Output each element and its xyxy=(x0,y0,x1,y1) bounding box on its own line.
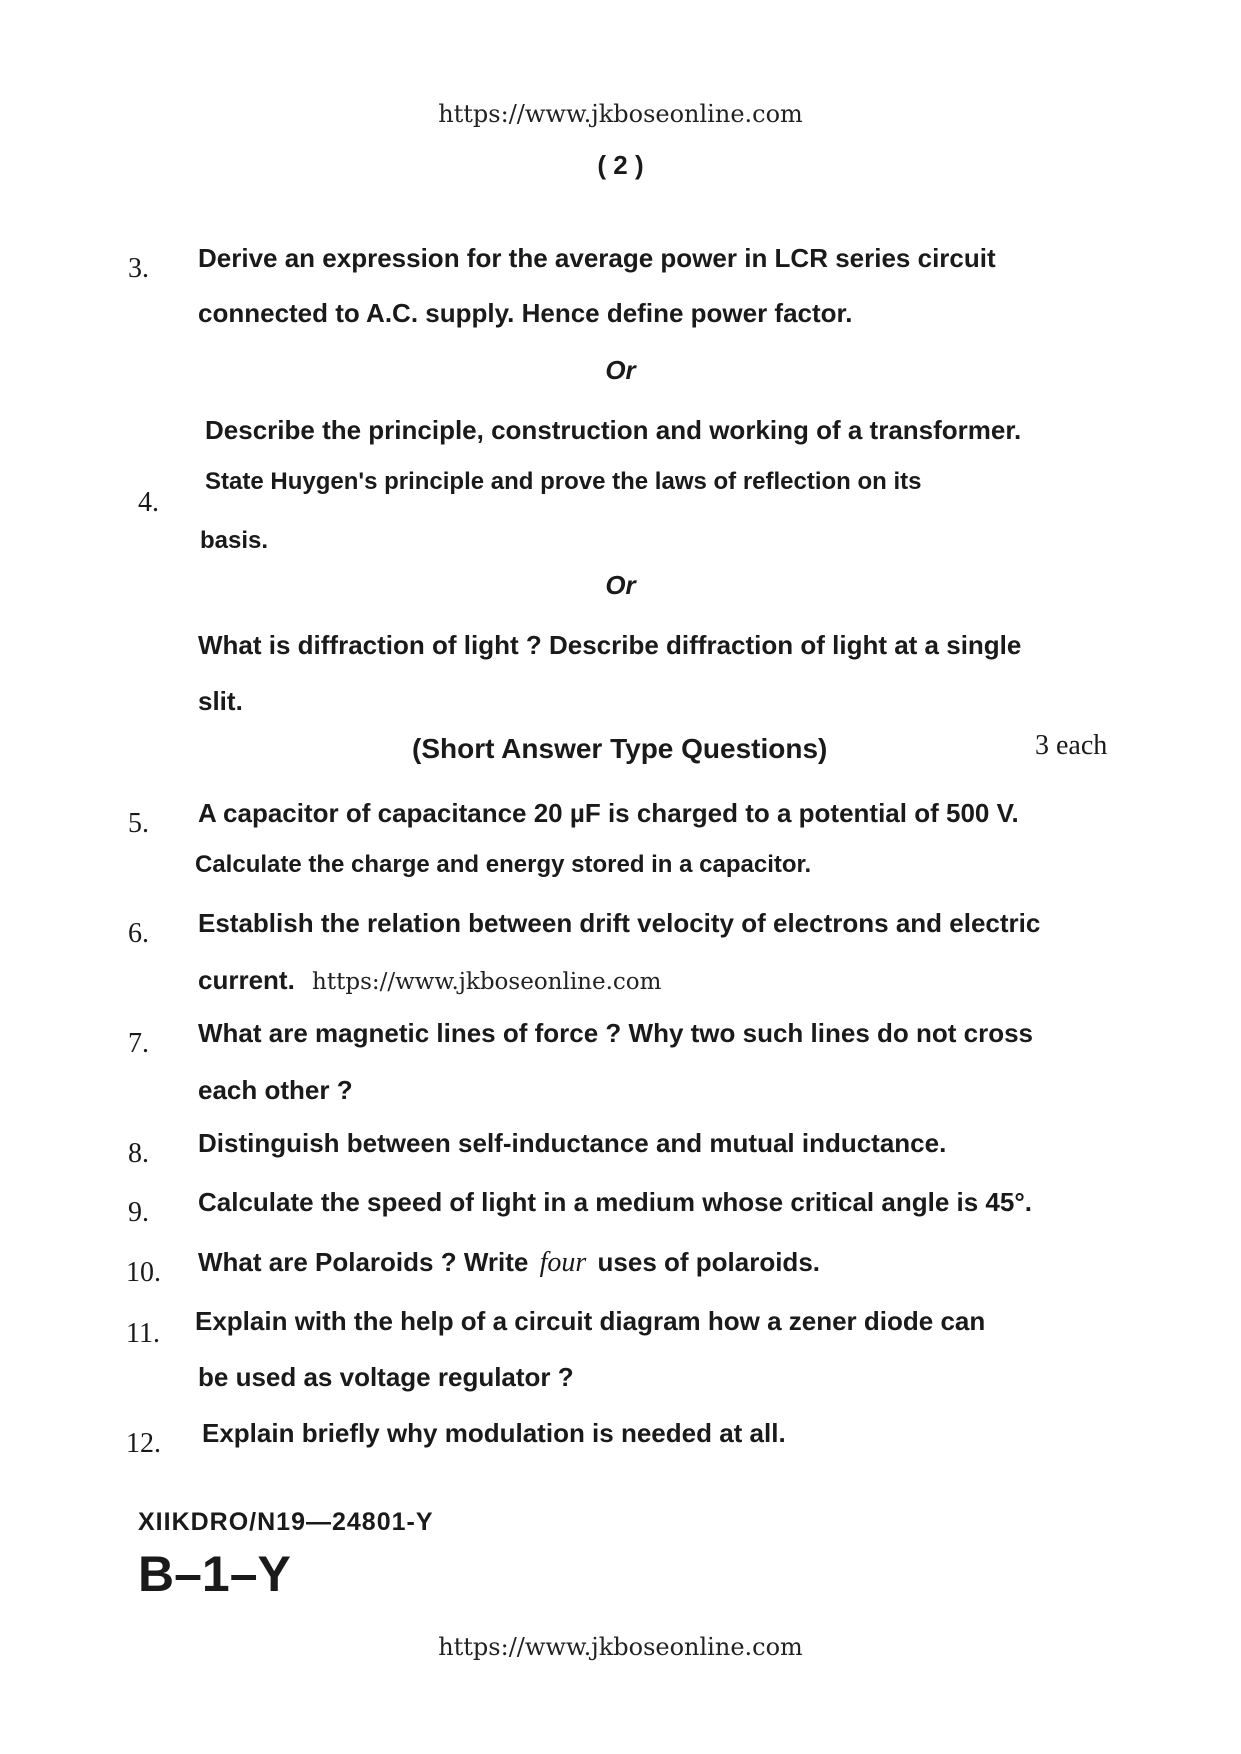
series-code: B–1–Y xyxy=(138,1546,291,1602)
question-10-number: 10. xyxy=(126,1257,161,1288)
question-6-text-line1: Establish the relation between drift velocity of electrons and electric xyxy=(198,908,1041,938)
question-8-text: Distinguish between self-inductance and mutual inductance. xyxy=(198,1128,947,1158)
section-marks: 3 each xyxy=(1035,730,1108,761)
question-4-alternative-line2: slit. xyxy=(198,686,243,716)
question-10-text xyxy=(198,1247,820,1279)
paper-code: XIIKDRO/N19—24801-Y xyxy=(138,1508,434,1536)
footer-url: https://www.jkboseonline.com xyxy=(438,1633,803,1661)
question-4-number: 4. xyxy=(138,487,159,518)
inline-url: https://www.jkboseonline.com xyxy=(312,969,662,995)
question-4-text-line2: basis. xyxy=(200,527,269,554)
question-7-text-line2: each other ? xyxy=(198,1075,353,1105)
question-4-alternative-line1: What is diffraction of light ? Describe diffraction of light at a single xyxy=(198,630,1022,660)
question-6-number: 6. xyxy=(128,918,149,949)
question-5-number: 5. xyxy=(128,808,149,839)
question-12-text: Explain briefly why modulation is needed at all. xyxy=(202,1418,786,1448)
question-3-alternative: Describe the principle, construction and working of a transformer. xyxy=(205,415,1022,445)
question-10-emphasis: four xyxy=(539,1247,587,1278)
question-9-number: 9. xyxy=(128,1197,149,1228)
section-heading: (Short Answer Type Questions) xyxy=(412,733,828,764)
question-10-text-before: What are Polaroids ? Write xyxy=(198,1247,529,1277)
question-3-or: Or xyxy=(605,355,636,385)
question-5-text-line2: Calculate the charge and energy stored in a capacitor. xyxy=(195,851,812,878)
question-6-text-line2 xyxy=(198,965,661,996)
question-11-text-line2: be used as voltage regulator ? xyxy=(198,1362,574,1392)
question-6-text-line2-word: current. xyxy=(198,965,295,995)
question-5-text-line1: A capacitor of capacitance 20 µF is charged to a potential of 500 V. xyxy=(198,798,1019,828)
question-4-or: Or xyxy=(605,570,636,600)
question-7-text-line1: What are magnetic lines of force ? Why two such lines do not cross xyxy=(198,1018,1034,1048)
question-12-number: 12. xyxy=(126,1428,161,1459)
header-url: https://www.jkboseonline.com xyxy=(438,100,803,128)
question-4-text-line1: State Huygen's principle and prove the laws of reflection on its xyxy=(205,468,922,495)
page-number: ( 2 ) xyxy=(597,150,644,180)
question-7-number: 7. xyxy=(128,1028,149,1059)
question-11-number: 11. xyxy=(126,1318,160,1349)
question-10-text-after: uses of polaroids. xyxy=(597,1247,821,1277)
question-3-number: 3. xyxy=(128,253,149,284)
question-3-text-line1: Derive an expression for the average power in LCR series circuit xyxy=(198,243,996,273)
question-11-text-line1: Explain with the help of a circuit diagram how a zener diode can xyxy=(195,1306,986,1336)
question-8-number: 8. xyxy=(128,1138,149,1169)
question-9-text: Calculate the speed of light in a medium whose critical angle is 45°. xyxy=(198,1187,1032,1217)
question-3-text-line2: connected to A.C. supply. Hence define power factor. xyxy=(198,298,853,328)
